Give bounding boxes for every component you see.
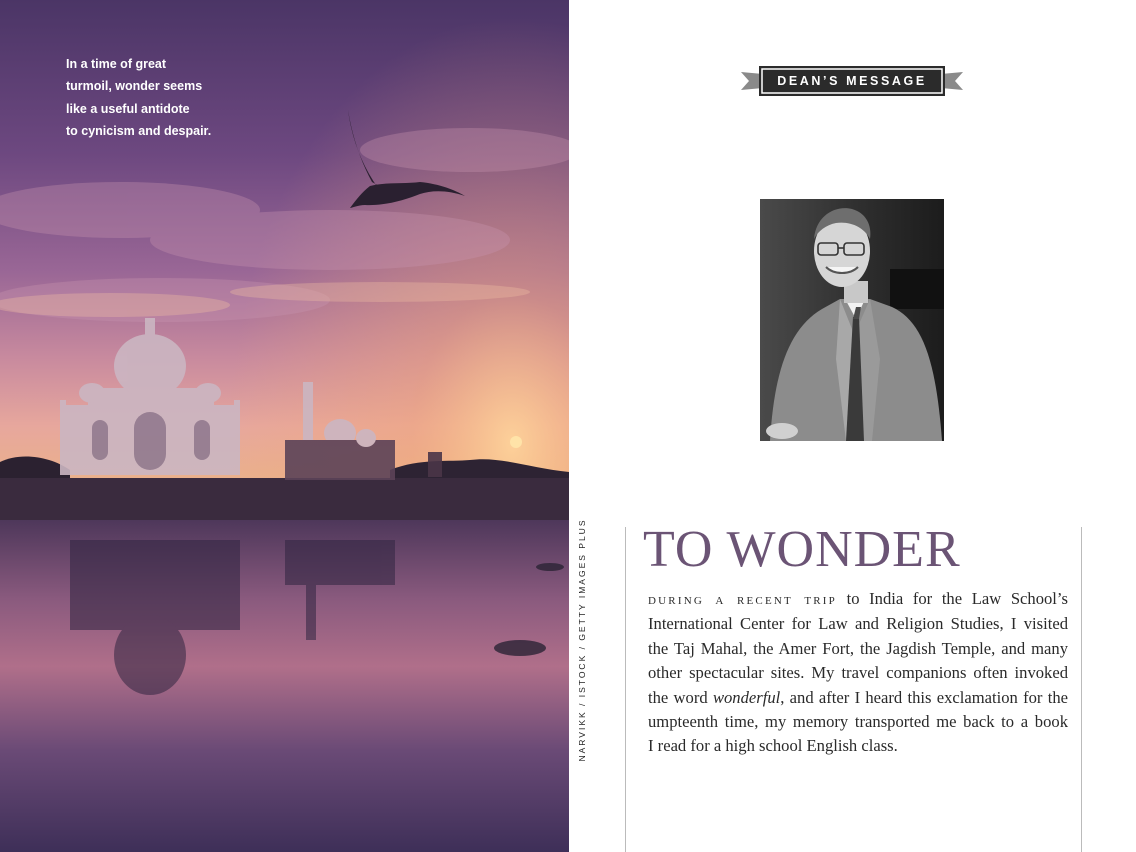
body-line: [648, 686, 1068, 710]
lead-in: during a recent trip: [648, 592, 837, 608]
body-line: International Center for Law and Religion Studies, I visited: [648, 614, 1068, 634]
pull-quote: [66, 53, 246, 143]
column-rule-left: [625, 527, 626, 852]
photo-credit: NARVIKK / ISTOCK / GETTY IMAGES PLUS: [577, 518, 587, 762]
emphasized-word: wonderful: [712, 687, 781, 707]
pull-quote-line: In a time of great: [66, 57, 167, 71]
body-text: the word: [648, 687, 713, 707]
body-line: the Taj Mahal, the Amer Fort, the Jagdish Temple, and many: [648, 638, 1068, 658]
section-banner: [741, 64, 963, 98]
dean-portrait: [760, 199, 944, 441]
section-label: DEAN’S MESSAGE: [777, 74, 927, 88]
body-line: [648, 587, 1068, 612]
article-headline: TO WONDER: [643, 521, 961, 578]
body-text: to India for the Law School’s: [837, 589, 1068, 608]
article-body: [648, 587, 1068, 759]
body-text: , and after I heard this exclamation for the: [780, 687, 1068, 707]
pull-quote-line: like a useful antidote: [66, 101, 190, 116]
body-line: umpteenth time, my memory transported me back to a book: [648, 712, 1068, 732]
column-rule-right: [1081, 527, 1082, 852]
body-line: I read for a high school English class.: [648, 736, 898, 756]
pull-quote-line: turmoil, wonder seems: [66, 79, 203, 94]
pull-quote-line: to cynicism and despair.: [66, 124, 212, 139]
dean-portrait-photo: [760, 199, 944, 441]
body-line: other spectacular sites. My travel companions often invoked: [648, 663, 1068, 683]
